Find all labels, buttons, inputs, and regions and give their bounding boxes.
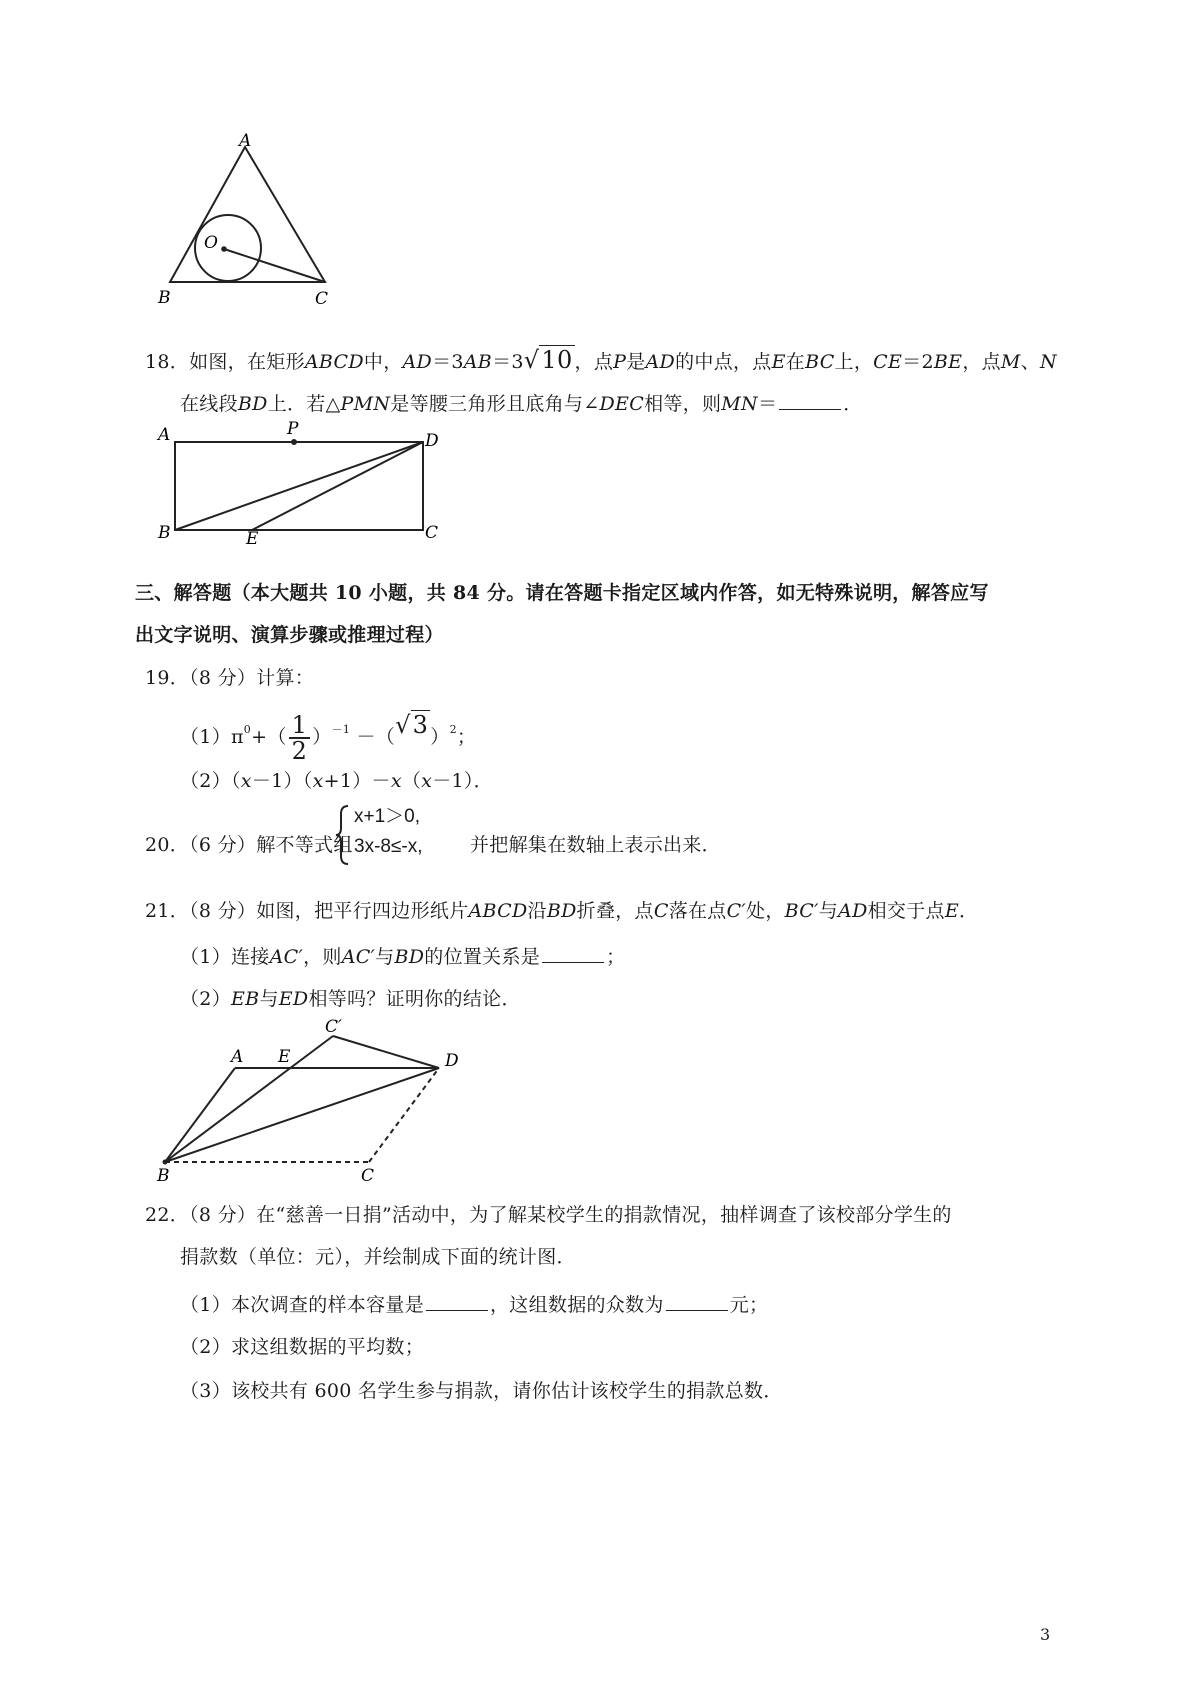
q22-line1: 22．（8 分）在“慈善一日捐”活动中，为了解某校学生的捐款情况，抽样调查了该校部分学生的 [145,1204,952,1226]
label-C-prime: C′ [325,1017,342,1037]
q20-label: 20．（6 分）解不等式组 [145,834,353,856]
q22-line2: 捐款数（单位：元），并绘制成下面的统计图． [180,1246,576,1268]
answer-blank [666,1290,728,1311]
inequality-1: x+1＞0, [354,806,421,827]
q22-part1: （1）本次调查的样本容量是 ，这组数据的众数为 元； [180,1290,768,1318]
inequality-system [354,802,423,862]
label-E: E [278,1047,291,1067]
section-3-heading: 三、解答题（本大题共 10 小题，共 84 分。请在答题卡指定区域内作答，如无特殊说明，解答应写 [135,582,989,604]
q18-line2: 在线段BD上．若△PMN是等腰三角形且底角与∠DEC相等，则MN＝ ． [180,389,863,417]
label-B: B [158,288,171,308]
label-C: C [361,1166,375,1186]
fraction-one-half: $\frac{1}{2}$ [289,713,311,763]
inequality-2: 3x-8≤-x, [354,836,423,857]
label-B: B [157,1166,170,1186]
label-A: A [231,1047,244,1067]
sqrt-3: √3 [395,711,429,739]
label-A: A [239,131,252,151]
page-number: 3 [1040,1625,1051,1644]
q18-line1: 18．如图，在矩形ABCD中，AD＝3AB＝3√10 ，点P是AD的中点，点E在BC上，CE＝2BE，点M、N [145,346,1057,374]
q22-part3: （3）该校共有 600 名学生参与捐款，请你估计该校学生的捐款总数． [180,1380,783,1402]
figure-triangle-circle [160,132,340,312]
label-B: B [158,523,171,543]
answer-blank [779,389,841,410]
label-A: A [158,425,171,445]
label-D: D [425,431,439,451]
q20-tail: 并把解集在数轴上表示出来． [470,834,721,856]
q22-part2: （2）求这组数据的平均数； [180,1336,424,1358]
answer-blank [426,1290,488,1311]
q21-part2: （2）EB与ED相等吗？证明你的结论． [180,988,521,1010]
q21-part1: （1）连接AC′，则AC′与BD的位置关系是 ； [180,942,625,970]
label-O: O [204,233,218,253]
figure-rectangle [155,420,455,550]
sqrt-10: √10 [523,346,573,374]
label-D: D [445,1051,459,1071]
figure-folded-parallelogram [155,1016,470,1186]
label-E: E [246,529,259,549]
q21-line1: 21．（8 分）如图，把平行四边形纸片ABCD沿BD折叠，点C落在点C′处，BC′与AD相交于点E． [145,900,979,922]
q19-part1: $(1)\pi^0+$（ $\frac{1}{2}$ ）$^{-1}$ －（√3 ）$^2$； [180,711,477,765]
label-C: C [315,289,329,309]
q19-title: 19．（8 分）计算： [145,667,315,689]
section-3-heading-cont: 出文字说明、演算步骤或推理过程） [135,624,444,646]
brace-icon [333,804,351,866]
label-C: C [425,523,439,543]
q19-part2: （2）（x－1）（x+1）－x（x－1）． [180,770,493,792]
label-P: P [287,419,299,439]
answer-blank [542,942,604,963]
